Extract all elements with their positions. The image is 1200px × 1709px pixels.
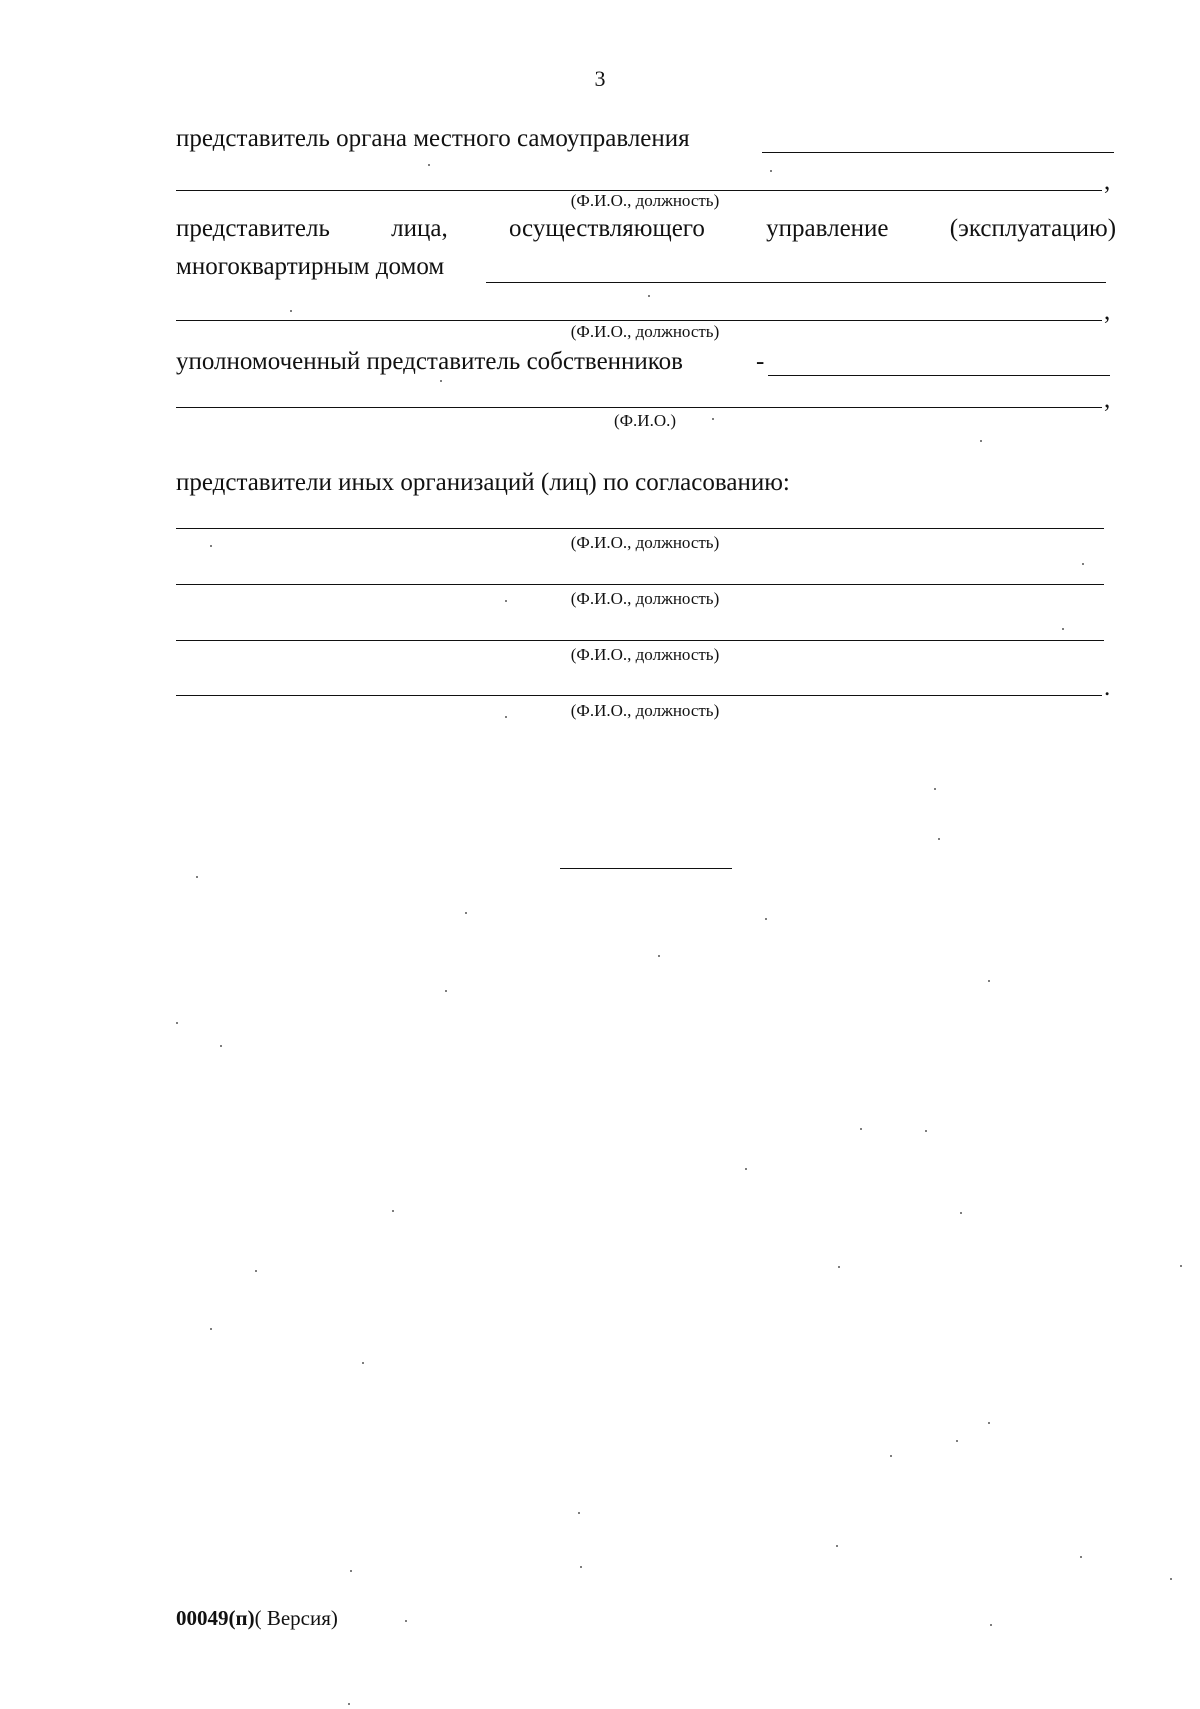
document-version: ( Версия) <box>254 1606 338 1630</box>
management-word: осуществляющего <box>508 215 705 242</box>
document-code <box>176 1605 338 1631</box>
other-org-caption: (Ф.И.О., должность) <box>570 589 720 608</box>
other-org-line[interactable] <box>176 528 1104 529</box>
management-label-line2: многоквартирным домом <box>176 253 445 280</box>
comma-mark: , <box>1104 298 1111 325</box>
local-government-caption: (Ф.И.О., должность) <box>570 191 720 210</box>
management-label-line1 <box>176 214 1116 244</box>
closing-divider <box>560 868 732 869</box>
comma-mark: , <box>1104 168 1111 195</box>
period-mark: . <box>1104 674 1111 701</box>
management-word: представитель <box>176 215 330 242</box>
management-full-line[interactable] <box>176 320 1102 321</box>
owners-dash: - <box>756 348 765 375</box>
owners-caption: (Ф.И.О.) <box>613 411 677 430</box>
other-org-line[interactable] <box>176 584 1104 585</box>
management-word: (эксплуатацию) <box>949 215 1117 242</box>
other-org-line[interactable] <box>176 695 1102 696</box>
document-code-number: 00049(п) <box>176 1606 255 1630</box>
comma-mark: , <box>1104 386 1111 413</box>
local-government-label: представитель органа местного самоуправления <box>176 125 690 152</box>
other-org-caption: (Ф.И.О., должность) <box>570 645 720 664</box>
management-word: управление <box>766 215 889 242</box>
management-inline-line[interactable] <box>486 282 1106 283</box>
page-number: 3 <box>594 66 606 91</box>
other-orgs-label: представители иных организаций (лиц) по согласованию: <box>176 469 790 496</box>
local-government-inline-line[interactable] <box>762 152 1114 153</box>
other-org-caption: (Ф.И.О., должность) <box>570 701 720 720</box>
owners-label: уполномоченный представитель собственников <box>176 348 683 375</box>
management-caption: (Ф.И.О., должность) <box>570 322 720 341</box>
other-org-line[interactable] <box>176 640 1104 641</box>
management-word: лица, <box>391 215 448 242</box>
owners-inline-line[interactable] <box>768 375 1110 376</box>
other-org-caption: (Ф.И.О., должность) <box>570 533 720 552</box>
owners-full-line[interactable] <box>176 407 1102 408</box>
